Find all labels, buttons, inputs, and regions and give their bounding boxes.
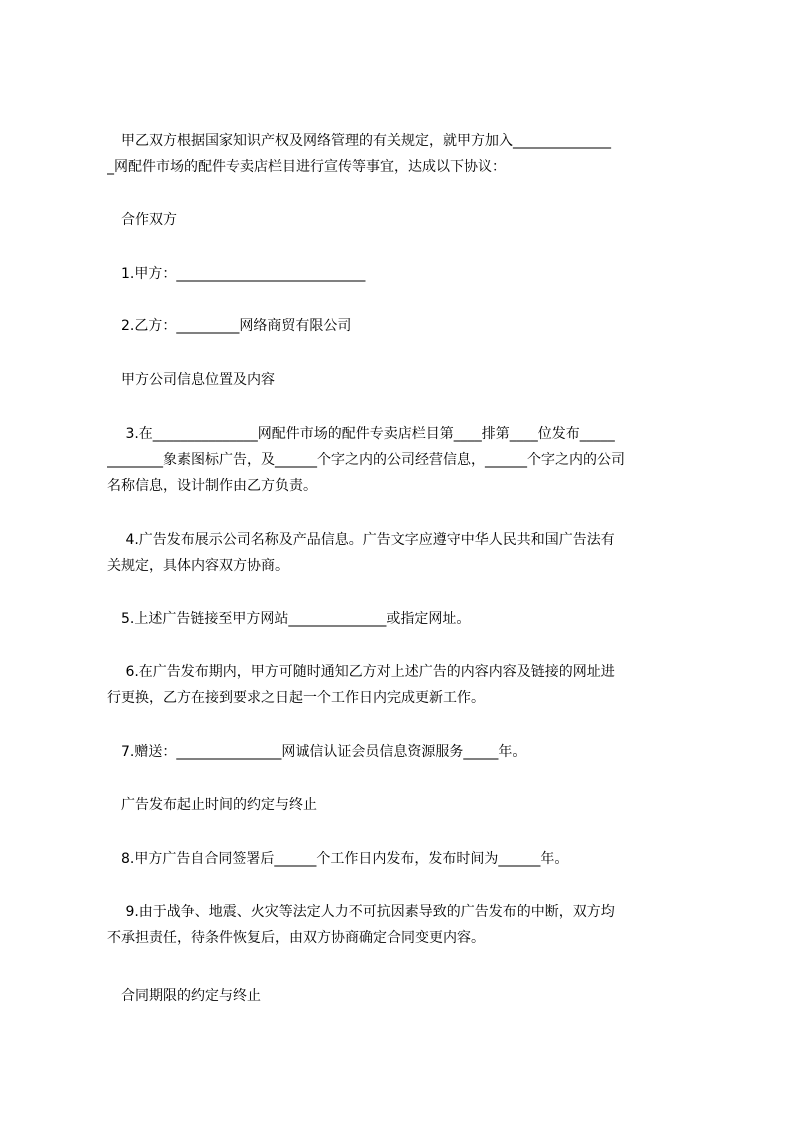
clause-3-line-1: 3.在_______________网配件市场的配件专卖店栏目第____排第____位发布_____ — [107, 426, 615, 442]
section-heading-position: 甲方公司信息位置及内容 — [107, 372, 275, 388]
intro-paragraph — [107, 128, 701, 180]
clause-7: 7.赠送：_______________网诚信认证会员信息资源服务_____年。 — [107, 744, 527, 760]
clause-2-party-b: 2.乙方：_________网络商贸有限公司 — [107, 318, 352, 334]
clause-6-line-1: 6.在广告发布期内，甲方可随时通知乙方对上述广告的内容内容及链接的网址进 — [107, 664, 615, 680]
clause-9-line-2: 不承担责任，待条件恢复后，由双方协商确定合同变更内容。 — [107, 930, 485, 946]
clause-9 — [107, 899, 701, 951]
intro-line-1: 甲乙双方根据国家知识产权及网络管理的有关规定，就甲方加入______________ — [107, 133, 611, 149]
clause-3 — [107, 421, 701, 499]
intro-line-2: _网配件市场的配件专卖店栏目进行宣传等事宜，达成以下协议： — [107, 159, 506, 175]
clause-3-line-3: 名称信息，设计制作由乙方负责。 — [107, 478, 317, 494]
clause-8: 8.甲方广告自合同签署后______个工作日内发布，发布时间为______年。 — [107, 851, 569, 867]
section-heading-parties: 合作双方 — [107, 212, 177, 228]
clause-4-line-1: 4.广告发布展示公司名称及产品信息。广告文字应遵守中华人民共和国广告法有 — [107, 532, 615, 548]
section-heading-term: 合同期限的约定与终止 — [107, 988, 261, 1004]
clause-3-line-2: ________象素图标广告，及______个字之内的公司经营信息，______个字之内的公司 — [107, 452, 625, 468]
clause-9-line-1: 9.由于战争、地震、火灾等法定人力不可抗因素导致的广告发布的中断，双方均 — [107, 904, 615, 920]
clause-4-line-2: 关规定，具体内容双方协商。 — [107, 558, 289, 574]
clause-4 — [107, 527, 701, 579]
clause-1-party-a: 1.甲方：___________________________ — [107, 266, 366, 282]
clause-6 — [107, 659, 701, 711]
clause-6-line-2: 行更换，乙方在接到要求之日起一个工作日内完成更新工作。 — [107, 690, 485, 706]
section-heading-period: 广告发布起止时间的约定与终止 — [107, 797, 317, 813]
clause-5: 5.上述广告链接至甲方网站______________或指定网址。 — [107, 611, 471, 627]
